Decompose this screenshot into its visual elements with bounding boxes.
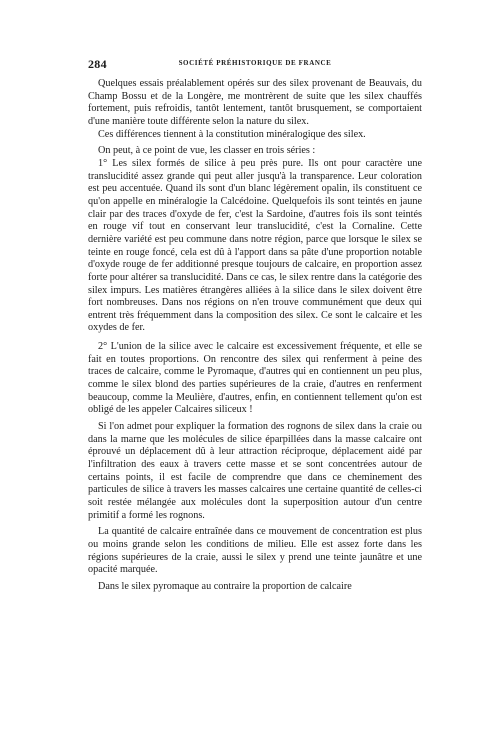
paragraph: 1° Les silex formés de silice à peu près pure. Ils ont pour caractère une translucidité assez grande qui peut aller jusqu'à la transparence. Leur coloration est peu accentuée. Quand ils sont d'un blanc légèrement opalin, ils constituent ce qu'on appelle en minéralogie la Calcédoine. Quelquefois ils sont teintés en jaune clair par des traces d'oxyde de fer, c'est la Sardoine, d'autres fois ils sont teintés en rouge vif tout en conservant leur translucidité, c'est la Cornaline. Cette dernière variété est peu commune dans notre région, parce que lorsque le silex se teinte en rouge foncé, cela est dû à l'apport dans sa pâte d'une proportion notable d'oxyde rouge de fer additionné presque toujours de calcaire, en proportion assez forte pour altérer sa translucidité. Dans ce cas, le silex rentre dans la catégorie des silex impurs. Les matières étrangères alliées à la silice dans le silex doivent être fort nombreuses. Dans nos régions on n'en trouve communément que deux qui entrent très fréquemment dans la composition des silex. Ce sont le calcaire et les oxydes de fer. bbox=[88, 157, 422, 334]
body-text bbox=[88, 78, 422, 594]
document-page bbox=[88, 57, 422, 594]
paragraph: Ces différences tiennent à la constitution minéralogique des silex. bbox=[98, 128, 366, 140]
running-title: SOCIÉTÉ PRÉHISTORIQUE DE FRANCE bbox=[178, 59, 332, 67]
page-header bbox=[88, 57, 422, 73]
paragraph: Quelques essais préalablement opérés sur des silex provenant de Beauvais, du Champ Bossu et de la Longère, me montrèrent de suite que les silex chauffés fortement, puis refroidis, tantôt lentement, tantôt brusquement, se comportaient d'une manière toute différente selon la nature du silex. bbox=[88, 78, 422, 127]
page-number: 284 bbox=[88, 57, 107, 71]
paragraph: 2° L'union de la silice avec le calcaire est excessivement fréquente, et elle se fait en toutes proportions. On rencontre des silex qui renferment à peine des traces de calcaire, comme le Pyromaque, d'autres qui en contiennent un peu plus, comme le silex blond des parties supérieures de la craie, d'autres en renferment beaucoup, comme la Meulière, d'autres, enfin, en contiennent tellement qu'on est obligé de les appeler Calcaires siliceux ! bbox=[88, 341, 422, 416]
paragraph: Si l'on admet pour expliquer la formation des rognons de silex dans la craie ou dans la marne que les molécules de silice éparpillées dans la masse calcaire ont éprouvé un déplacement dû à leur attraction réciproque, déplacement aidé par l'infiltration des eaux à travers cette masse et se sont concentrées autour de certains points, il est facile de comprendre que dans ce cheminement des particules de silice à travers les masses calcaires une certaine quantité de celles-ci soit restée mélangée aux molécules dont la superposition autour d'un centre primitif a formé les rognons. bbox=[88, 421, 422, 521]
paragraph: La quantité de calcaire entraînée dans ce mouvement de concentration est plus ou moins grande selon les conditions de milieu. Elle est assez forte dans les régions supérieures de la craie, aussi le silex y prend une teinte jaunâtre et une opacité marquée. bbox=[88, 526, 422, 576]
paragraph: Dans le silex pyromaque au contraire la proportion de calcaire bbox=[98, 580, 352, 592]
paragraph: On peut, à ce point de vue, les classer en trois séries : bbox=[98, 145, 316, 157]
